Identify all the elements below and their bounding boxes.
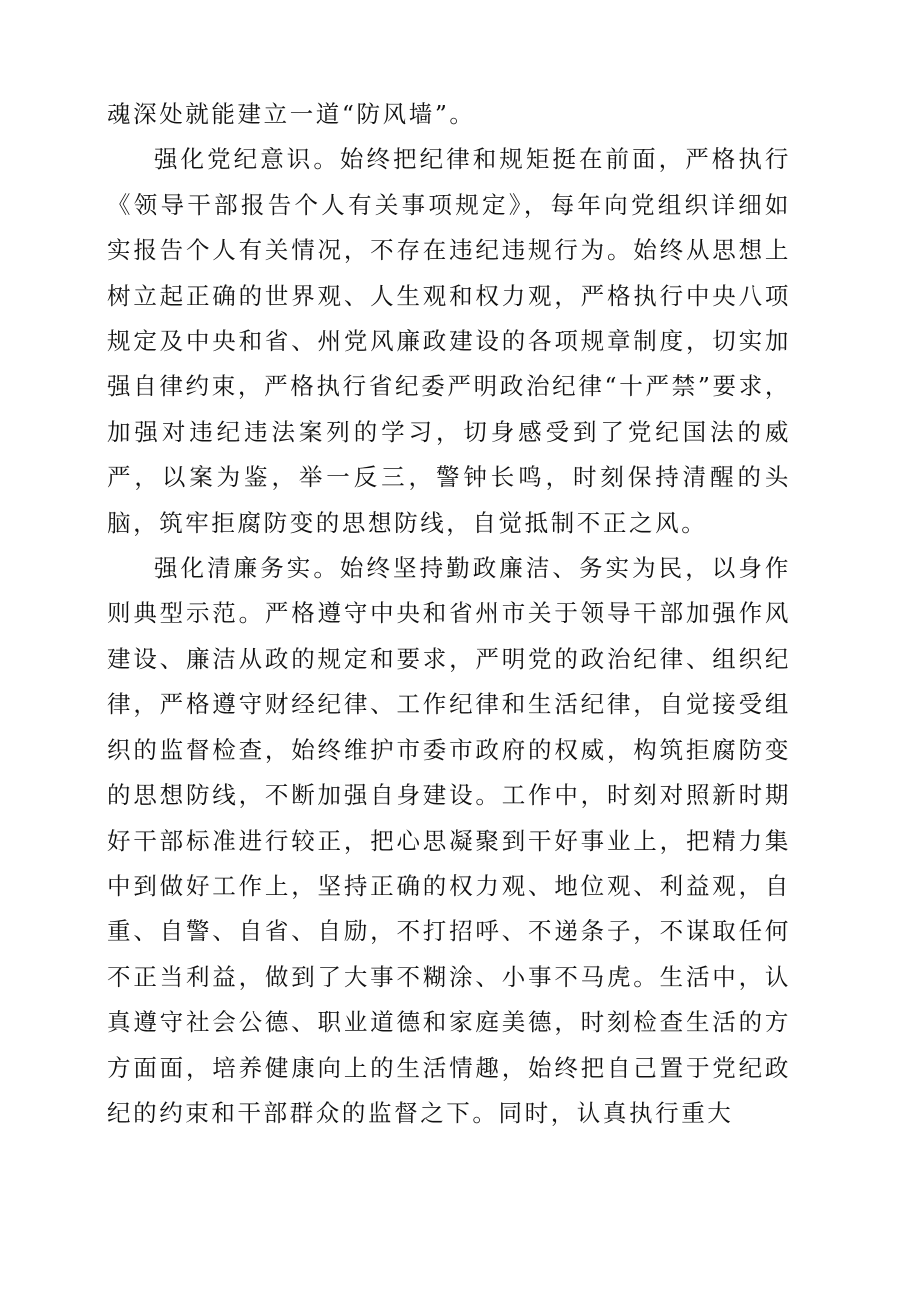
document-body <box>107 92 791 1136</box>
paragraph-integrity: 强化清廉务实。始终坚持勤政廉洁、务实为民，以身作则典型示范。严格遵守中央和省州市关于领导干部加强作风建设、廉洁从政的规定和要求，严明党的政治纪律、组织纪律，严格遵守财经纪律、工作纪律和生活纪律，自觉接受组织的监督检查，始终维护市委市政府的权威，构筑拒腐防变的思想防线，不断加强自身建设。工作中，时刻对照新时期好干部标准进行较正，把心思凝聚到干好事业上，把精力集中到做好工作上，坚持正确的权力观、地位观、利益观，自重、自警、自省、自励，不打招呼、不递条子，不谋取任何不正当利益，做到了大事不糊涂、小事不马虎。生活中，认真遵守社会公德、职业道德和家庭美德，时刻检查生活的方方面面，培养健康向上的生活情趣，始终把自己置于党纪政纪的约束和干部群众的监督之下。同时，认真执行重大 <box>107 554 791 1127</box>
paragraph-party-discipline: 强化党纪意识。始终把纪律和规矩挺在前面，严格执行《领导干部报告个人有关事项规定》，每年向党组织详细如实报告个人有关情况，不存在违纪违规行为。始终从思想上树立起正确的世界观、人生观和权力观，严格执行中央八项规定及中央和省、州党风廉政建设的各项规章制度，切实加强自律约束，严格执行省纪委严明政治纪律“十严禁”要求，加强对违纪违法案列的学习，切身感受到了党纪国法的威严，以案为鉴，举一反三，警钟长鸣，时刻保持清醒的头脑，筑牢拒腐防变的思想防线，自觉抵制不正之风。 <box>107 145 791 537</box>
paragraph-continuation: 魂深处就能建立一道“防风墙”。 <box>107 100 476 128</box>
